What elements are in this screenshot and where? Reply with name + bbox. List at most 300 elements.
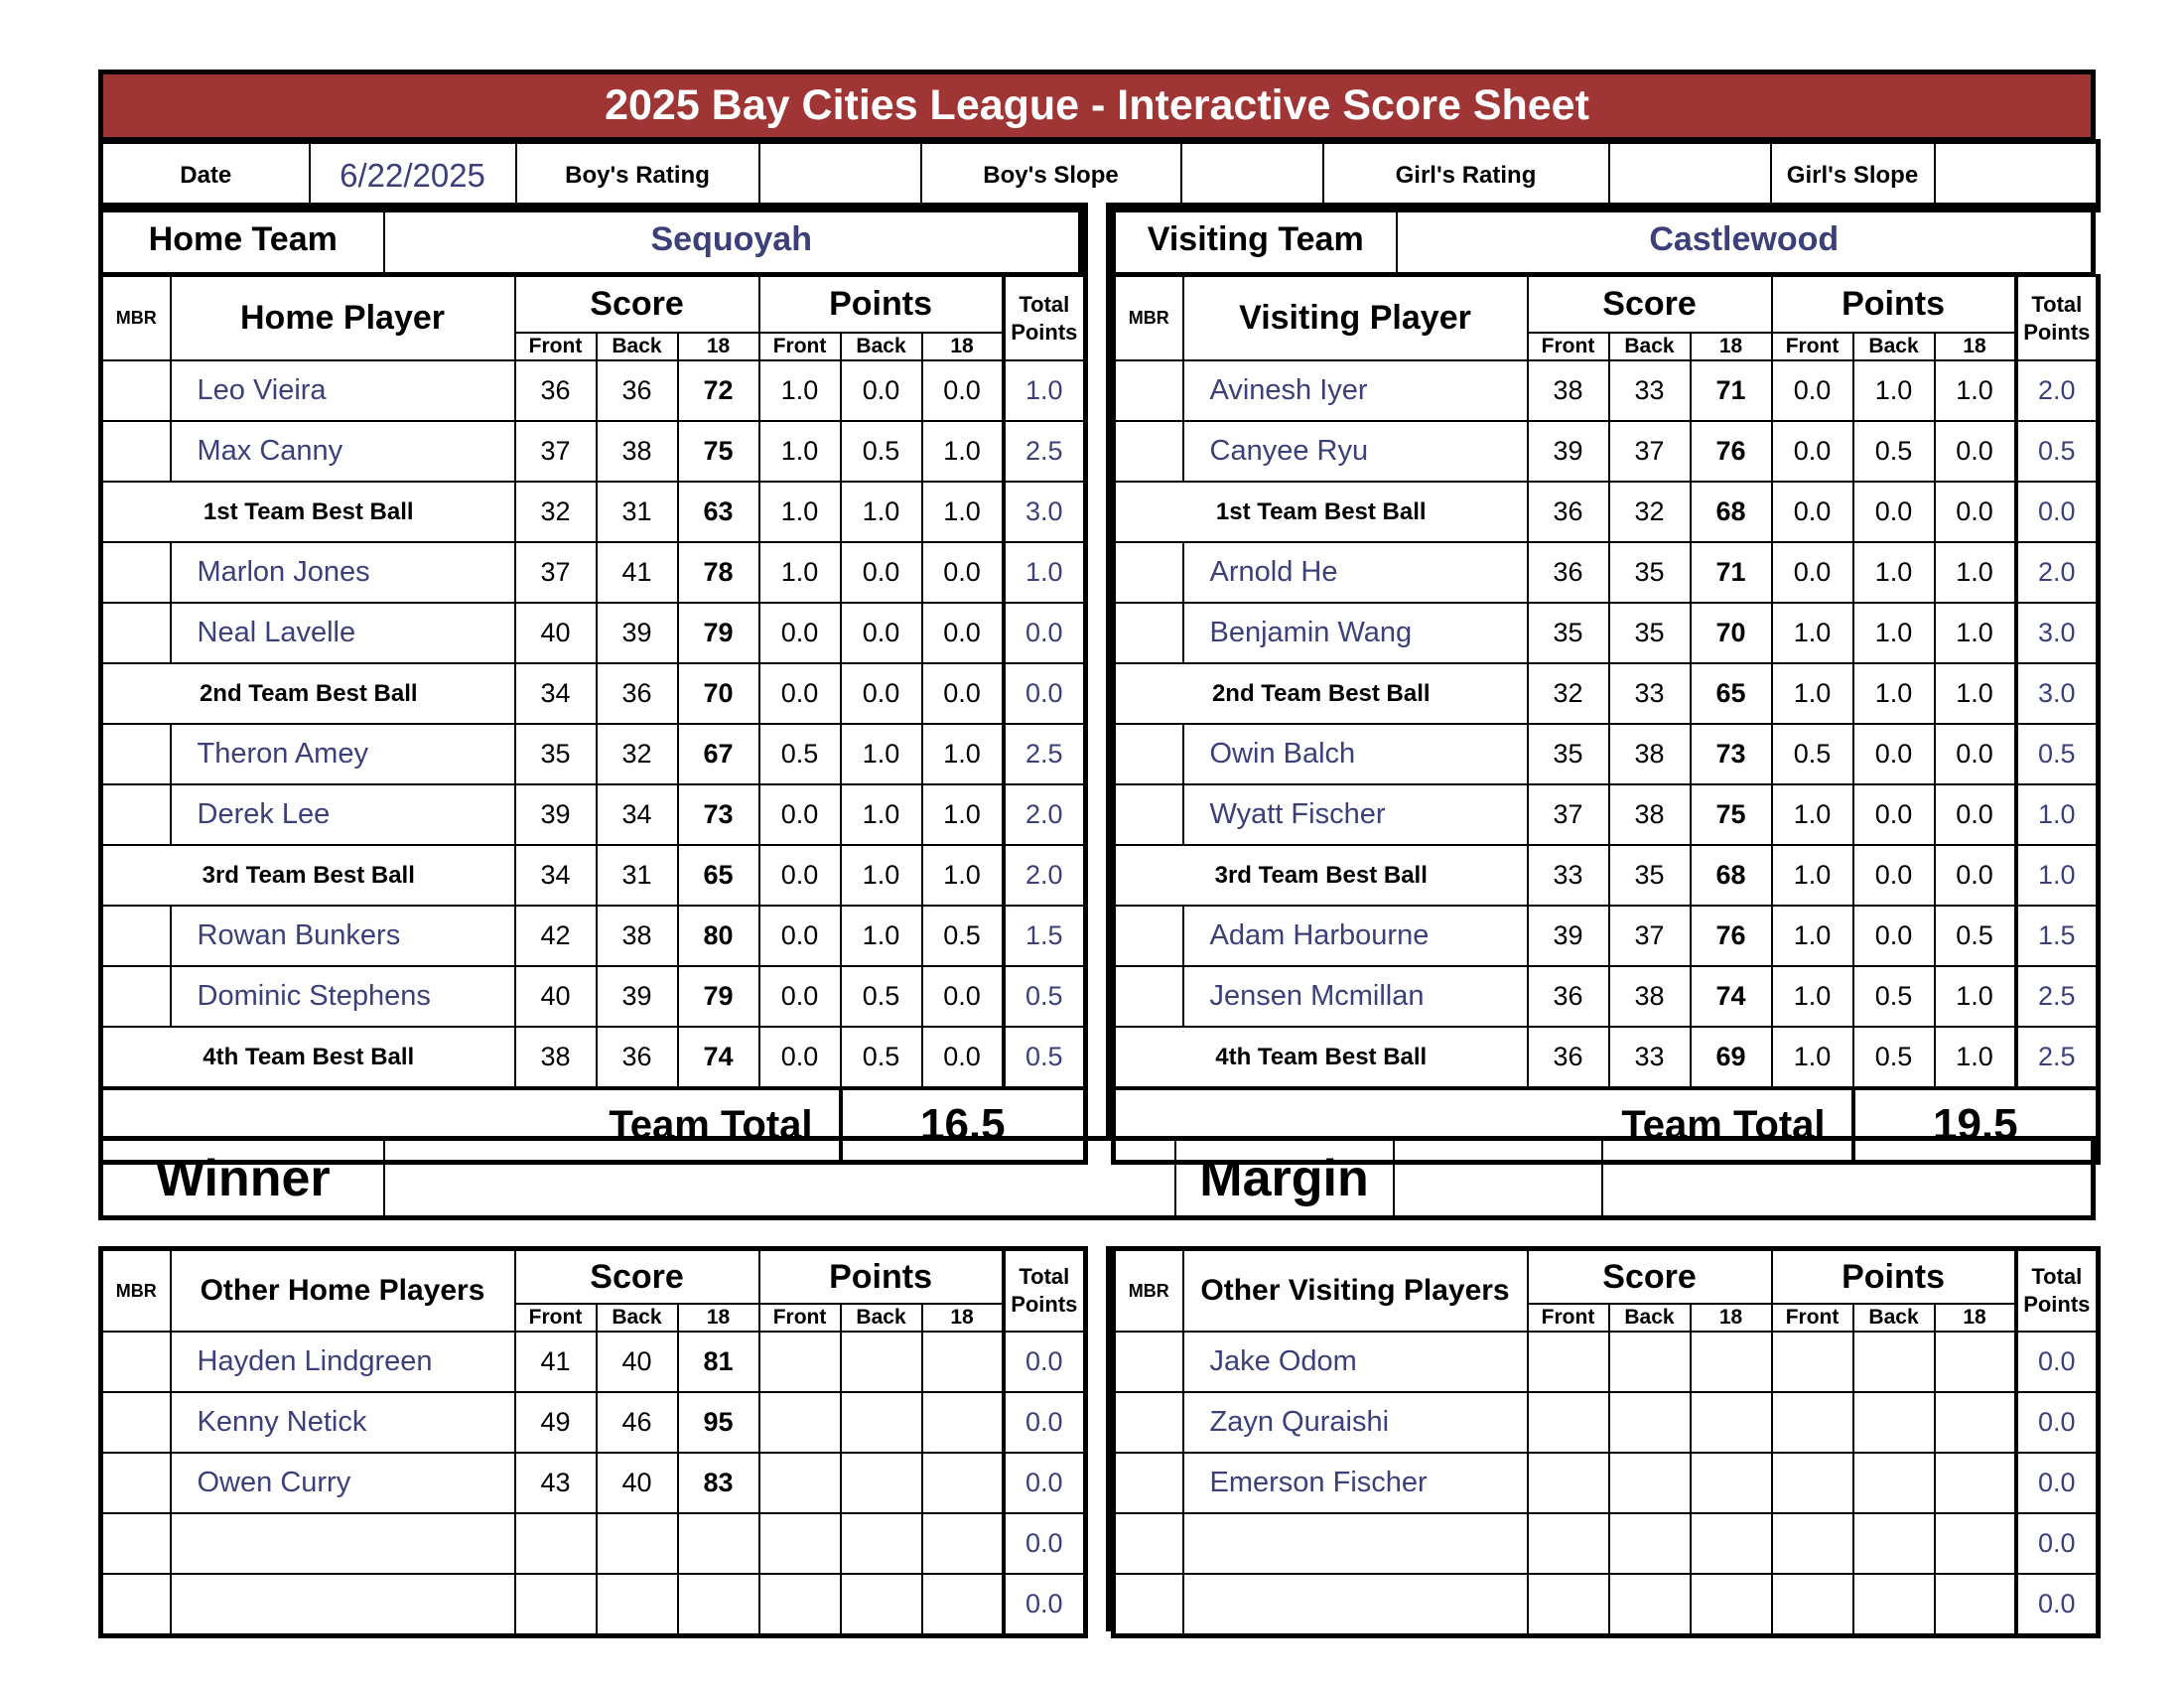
total-points-cell: 0.0 <box>1004 603 1086 663</box>
score-front-cell[interactable]: 40 <box>515 966 597 1027</box>
player-name-cell[interactable]: Kenny Netick <box>171 1392 515 1453</box>
score-18-cell: 72 <box>678 360 759 421</box>
score-back-cell[interactable]: 33 <box>1609 360 1691 421</box>
mbr-cell[interactable] <box>101 421 171 482</box>
player-name-cell[interactable] <box>171 1513 515 1574</box>
points-18-cell <box>922 1332 1004 1392</box>
points-front-cell: 0.0 <box>759 1027 841 1088</box>
points-18-cell <box>1935 1513 2016 1574</box>
mbr-cell[interactable] <box>1114 421 1183 482</box>
score-18-cell: 76 <box>1691 421 1772 482</box>
points-front-cell: 0.0 <box>759 966 841 1027</box>
score-back-cell[interactable] <box>1609 1453 1691 1513</box>
points-back-cell: 0.5 <box>1853 966 1935 1027</box>
player-name-cell[interactable]: Zayn Quraishi <box>1183 1392 1528 1453</box>
player-row <box>101 421 1086 482</box>
player-name-cell[interactable]: Emerson Fischer <box>1183 1453 1528 1513</box>
mbr-cell[interactable] <box>101 724 171 784</box>
points-back-cell <box>841 1574 922 1636</box>
points-18-cell: 0.0 <box>1935 724 2016 784</box>
points-back-cell: 0.5 <box>841 1027 922 1088</box>
score-18-cell <box>1691 1392 1772 1453</box>
score-front-cell[interactable]: 39 <box>515 784 597 845</box>
score-18-header: 18 <box>678 1304 759 1332</box>
total-points-cell: 0.0 <box>2016 1513 2099 1574</box>
winner-label: Winner <box>101 1139 384 1218</box>
score-front-cell[interactable] <box>1528 1574 1609 1636</box>
points-back-cell: 1.0 <box>841 845 922 906</box>
visiting-team-header <box>1111 203 2096 274</box>
score-front-cell[interactable]: 35 <box>1528 724 1609 784</box>
score-back-cell[interactable]: 39 <box>597 603 678 663</box>
mbr-cell[interactable] <box>1114 1513 1183 1574</box>
score-back-cell[interactable]: 31 <box>597 482 678 542</box>
score-front-cell[interactable]: 40 <box>515 603 597 663</box>
score-18-cell: 69 <box>1691 1027 1772 1088</box>
player-name-cell[interactable]: Canyee Ryu <box>1183 421 1528 482</box>
player-name-cell[interactable]: Neal Lavelle <box>171 603 515 663</box>
score-back-header: Back <box>1609 1304 1691 1332</box>
score-18-cell: 79 <box>678 966 759 1027</box>
points-back-cell: 1.0 <box>841 784 922 845</box>
score-front-cell[interactable] <box>515 1513 597 1574</box>
home-score-table <box>98 274 1088 1165</box>
margin-extra-field[interactable] <box>1602 1139 2094 1218</box>
total-points-cell: 1.0 <box>2016 845 2099 906</box>
total-points-cell: 2.0 <box>1004 845 1086 906</box>
mbr-header: MBR <box>1114 1249 1183 1333</box>
player-row <box>1114 603 2099 663</box>
points-18-cell <box>1935 1392 2016 1453</box>
mbr-cell[interactable] <box>1114 1574 1183 1636</box>
mbr-cell[interactable] <box>1114 1332 1183 1392</box>
score-back-cell[interactable]: 36 <box>597 1027 678 1088</box>
score-front-header: Front <box>515 333 597 360</box>
player-row <box>1114 542 2099 603</box>
points-18-cell <box>922 1574 1004 1636</box>
points-front-cell: 0.0 <box>759 663 841 724</box>
score-front-cell[interactable] <box>1528 1392 1609 1453</box>
score-front-cell[interactable]: 38 <box>515 1027 597 1088</box>
score-back-cell[interactable]: 33 <box>1609 663 1691 724</box>
points-back-cell <box>841 1513 922 1574</box>
mbr-cell[interactable] <box>1114 784 1183 845</box>
score-front-cell[interactable] <box>1528 1513 1609 1574</box>
mbr-cell[interactable] <box>1114 360 1183 421</box>
total-points-cell: 0.0 <box>1004 1392 1086 1453</box>
points-18-header: 18 <box>922 333 1004 360</box>
mbr-cell[interactable] <box>1114 1392 1183 1453</box>
player-row <box>101 1574 1086 1636</box>
player-name-cell[interactable]: Jensen Mcmillan <box>1183 966 1528 1027</box>
score-back-cell[interactable] <box>1609 1513 1691 1574</box>
mbr-cell[interactable] <box>101 542 171 603</box>
total-points-cell: 0.0 <box>1004 1453 1086 1513</box>
score-back-cell[interactable]: 38 <box>1609 724 1691 784</box>
player-name-cell[interactable]: Avinesh Iyer <box>1183 360 1528 421</box>
score-back-cell[interactable]: 34 <box>597 784 678 845</box>
visiting-team-name[interactable]: Castlewood <box>1397 206 2094 274</box>
points-back-cell: 0.0 <box>841 663 922 724</box>
player-row <box>1114 724 2099 784</box>
points-back-cell: 1.0 <box>1853 360 1935 421</box>
score-back-cell[interactable]: 31 <box>597 845 678 906</box>
score-header: Score <box>515 276 759 334</box>
score-back-cell[interactable] <box>1609 1574 1691 1636</box>
score-18-header: 18 <box>1691 333 1772 360</box>
score-back-cell[interactable]: 33 <box>1609 1027 1691 1088</box>
mbr-cell[interactable] <box>101 784 171 845</box>
boys-rating-field[interactable] <box>759 142 921 211</box>
best-ball-row <box>101 845 1086 906</box>
player-name-cell[interactable] <box>1183 1513 1528 1574</box>
player-name-cell[interactable]: Adam Harbourne <box>1183 906 1528 966</box>
player-row <box>101 1332 1086 1392</box>
total-points-cell: 3.0 <box>2016 603 2099 663</box>
points-front-header: Front <box>759 1304 841 1332</box>
score-front-cell[interactable] <box>515 1574 597 1636</box>
total-points-cell: 0.5 <box>1004 966 1086 1027</box>
score-back-cell[interactable]: 40 <box>597 1453 678 1513</box>
score-back-cell[interactable]: 40 <box>597 1332 678 1392</box>
score-back-cell[interactable]: 32 <box>597 724 678 784</box>
player-name-cell[interactable]: Marlon Jones <box>171 542 515 603</box>
score-18-header: 18 <box>678 333 759 360</box>
total-points-cell: 0.0 <box>2016 482 2099 542</box>
points-front-cell: 0.0 <box>759 906 841 966</box>
score-front-cell[interactable]: 32 <box>515 482 597 542</box>
player-row <box>1114 1392 2099 1453</box>
points-18-cell: 1.0 <box>1935 360 2016 421</box>
score-18-cell: 70 <box>1691 603 1772 663</box>
points-back-cell <box>1853 1513 1935 1574</box>
total-points-cell: 0.0 <box>1004 663 1086 724</box>
player-name-cell[interactable]: Max Canny <box>171 421 515 482</box>
total-points-cell: 0.0 <box>2016 1574 2099 1636</box>
points-18-cell: 0.0 <box>922 663 1004 724</box>
points-front-cell <box>759 1392 841 1453</box>
score-back-cell[interactable]: 35 <box>1609 603 1691 663</box>
score-front-cell[interactable] <box>1528 1453 1609 1513</box>
player-name-cell[interactable]: Leo Vieira <box>171 360 515 421</box>
player-row <box>101 966 1086 1027</box>
points-back-cell: 0.5 <box>841 421 922 482</box>
total-points-cell: 2.0 <box>2016 542 2099 603</box>
mbr-cell[interactable] <box>101 966 171 1027</box>
points-18-cell: 1.0 <box>922 482 1004 542</box>
score-front-cell[interactable]: 49 <box>515 1392 597 1453</box>
player-name-cell[interactable]: Owin Balch <box>1183 724 1528 784</box>
points-18-cell: 0.0 <box>1935 784 2016 845</box>
points-18-cell: 0.0 <box>922 542 1004 603</box>
points-18-cell <box>922 1392 1004 1453</box>
mbr-cell[interactable] <box>1114 724 1183 784</box>
player-name-cell[interactable]: Owen Curry <box>171 1453 515 1513</box>
score-back-cell[interactable]: 37 <box>1609 906 1691 966</box>
score-18-cell: 68 <box>1691 482 1772 542</box>
total-points-cell: 0.5 <box>1004 1027 1086 1088</box>
score-front-cell[interactable] <box>1528 1332 1609 1392</box>
total-points-header: Total Points <box>2016 276 2099 361</box>
score-back-cell[interactable]: 32 <box>1609 482 1691 542</box>
boys-rating-label: Boy's Rating <box>516 142 759 211</box>
best-ball-label: 4th Team Best Ball <box>1114 1027 1528 1088</box>
score-front-cell[interactable]: 38 <box>1528 360 1609 421</box>
player-name-cell[interactable] <box>1183 1574 1528 1636</box>
score-front-cell[interactable]: 41 <box>515 1332 597 1392</box>
girls-rating-label: Girl's Rating <box>1323 142 1609 211</box>
mbr-cell[interactable] <box>1114 603 1183 663</box>
mbr-cell[interactable] <box>1114 906 1183 966</box>
score-front-cell[interactable]: 36 <box>1528 1027 1609 1088</box>
margin-field[interactable] <box>1394 1139 1602 1218</box>
mbr-cell[interactable] <box>101 1513 171 1574</box>
player-name-cell[interactable]: Dominic Stephens <box>171 966 515 1027</box>
points-18-cell: 0.0 <box>1935 482 2016 542</box>
score-back-cell[interactable]: 38 <box>1609 966 1691 1027</box>
points-18-cell <box>1935 1453 2016 1513</box>
score-header: Score <box>1528 276 1772 334</box>
points-back-cell <box>1853 1392 1935 1453</box>
points-front-cell: 1.0 <box>1772 966 1853 1027</box>
points-back-cell <box>841 1392 922 1453</box>
score-front-cell[interactable]: 36 <box>515 360 597 421</box>
points-back-cell <box>1853 1332 1935 1392</box>
score-18-cell: 74 <box>678 1027 759 1088</box>
player-name-cell[interactable] <box>171 1574 515 1636</box>
score-18-cell: 68 <box>1691 845 1772 906</box>
player-name-cell[interactable]: Rowan Bunkers <box>171 906 515 966</box>
girls-slope-field[interactable] <box>1935 142 2099 211</box>
player-row <box>1114 1574 2099 1636</box>
points-back-cell: 0.0 <box>1853 845 1935 906</box>
boys-slope-label: Boy's Slope <box>921 142 1181 211</box>
score-back-cell[interactable] <box>1609 1392 1691 1453</box>
points-18-cell <box>1935 1332 2016 1392</box>
score-back-cell[interactable]: 38 <box>597 906 678 966</box>
score-back-cell[interactable] <box>597 1513 678 1574</box>
points-18-cell: 0.5 <box>922 906 1004 966</box>
player-name-cell[interactable]: Hayden Lindgreen <box>171 1332 515 1392</box>
points-header: Points <box>759 1249 1004 1305</box>
sheet-title: 2025 Bay Cities League - Interactive Score Sheet <box>98 70 2096 142</box>
points-front-cell <box>1772 1513 1853 1574</box>
points-18-cell <box>922 1453 1004 1513</box>
score-front-cell[interactable]: 34 <box>515 845 597 906</box>
total-points-cell: 3.0 <box>1004 482 1086 542</box>
visiting-score-table <box>1111 274 2101 1165</box>
score-front-cell[interactable]: 39 <box>1528 421 1609 482</box>
points-18-header: 18 <box>1935 333 2016 360</box>
best-ball-label: 1st Team Best Ball <box>101 482 515 542</box>
total-points-cell: 0.0 <box>2016 1392 2099 1453</box>
score-front-cell[interactable]: 43 <box>515 1453 597 1513</box>
points-back-cell: 0.0 <box>1853 784 1935 845</box>
mbr-cell[interactable] <box>101 1392 171 1453</box>
date-field[interactable]: 6/22/2025 <box>310 142 516 211</box>
home-team-name[interactable]: Sequoyah <box>384 206 1081 274</box>
score-front-cell[interactable]: 36 <box>1528 542 1609 603</box>
points-18-cell: 1.0 <box>1935 663 2016 724</box>
total-points-cell: 2.5 <box>2016 1027 2099 1088</box>
score-back-cell[interactable] <box>1609 1332 1691 1392</box>
points-18-cell: 1.0 <box>1935 1027 2016 1088</box>
points-back-cell: 1.0 <box>841 906 922 966</box>
mbr-cell[interactable] <box>1114 1453 1183 1513</box>
mbr-cell[interactable] <box>101 360 171 421</box>
score-front-header: Front <box>1528 1304 1609 1332</box>
best-ball-label: 2nd Team Best Ball <box>101 663 515 724</box>
score-back-cell[interactable]: 38 <box>597 421 678 482</box>
mbr-cell[interactable] <box>101 1453 171 1513</box>
score-front-cell[interactable]: 33 <box>1528 845 1609 906</box>
points-back-cell <box>841 1453 922 1513</box>
points-front-cell: 1.0 <box>759 542 841 603</box>
total-points-cell: 2.0 <box>1004 784 1086 845</box>
score-front-cell[interactable]: 37 <box>1528 784 1609 845</box>
score-front-cell[interactable]: 37 <box>515 542 597 603</box>
score-back-header: Back <box>597 333 678 360</box>
score-back-header: Back <box>597 1304 678 1332</box>
points-front-cell: 1.0 <box>1772 784 1853 845</box>
points-back-cell: 1.0 <box>841 724 922 784</box>
player-row <box>101 542 1086 603</box>
points-front-cell: 1.0 <box>759 360 841 421</box>
winner-field[interactable] <box>384 1139 1175 1218</box>
score-front-cell[interactable]: 35 <box>1528 603 1609 663</box>
other-visiting-header: Other Visiting Players <box>1183 1249 1528 1333</box>
match-info-table <box>98 139 2101 212</box>
score-front-header: Front <box>515 1304 597 1332</box>
points-back-cell: 0.0 <box>841 542 922 603</box>
points-18-cell: 0.0 <box>1935 421 2016 482</box>
boys-slope-field[interactable] <box>1181 142 1323 211</box>
score-18-cell: 63 <box>678 482 759 542</box>
mbr-cell[interactable] <box>1114 966 1183 1027</box>
score-back-cell[interactable] <box>597 1574 678 1636</box>
mbr-cell[interactable] <box>1114 542 1183 603</box>
player-name-cell[interactable]: Wyatt Fischer <box>1183 784 1528 845</box>
points-front-cell: 0.0 <box>759 784 841 845</box>
total-points-cell: 0.0 <box>1004 1332 1086 1392</box>
points-front-cell: 1.0 <box>759 421 841 482</box>
points-front-cell: 0.0 <box>1772 482 1853 542</box>
score-front-cell[interactable]: 42 <box>515 906 597 966</box>
girls-rating-field[interactable] <box>1609 142 1771 211</box>
total-points-cell: 1.0 <box>2016 784 2099 845</box>
points-18-cell: 1.0 <box>922 421 1004 482</box>
player-name-cell[interactable]: Theron Amey <box>171 724 515 784</box>
total-points-header: Total Points <box>2016 1249 2099 1333</box>
result-table <box>98 1136 2096 1220</box>
points-18-cell: 0.0 <box>922 966 1004 1027</box>
score-18-cell: 71 <box>1691 360 1772 421</box>
score-18-cell: 79 <box>678 603 759 663</box>
date-label: Date <box>101 142 310 211</box>
score-18-cell: 80 <box>678 906 759 966</box>
score-18-header: 18 <box>1691 1304 1772 1332</box>
player-name-cell[interactable]: Jake Odom <box>1183 1332 1528 1392</box>
points-back-cell: 1.0 <box>1853 663 1935 724</box>
score-back-cell[interactable]: 46 <box>597 1392 678 1453</box>
points-header: Points <box>1772 276 2016 334</box>
mbr-header: MBR <box>1114 276 1183 361</box>
mbr-cell[interactable] <box>101 1332 171 1392</box>
score-back-cell[interactable]: 39 <box>597 966 678 1027</box>
points-back-cell <box>1853 1574 1935 1636</box>
score-back-cell[interactable]: 36 <box>597 360 678 421</box>
total-points-cell: 0.0 <box>2016 1453 2099 1513</box>
points-back-cell: 0.5 <box>1853 1027 1935 1088</box>
score-18-cell: 78 <box>678 542 759 603</box>
total-points-cell: 1.5 <box>1004 906 1086 966</box>
score-18-cell: 67 <box>678 724 759 784</box>
score-front-cell[interactable]: 34 <box>515 663 597 724</box>
other-visiting-table <box>1111 1246 2101 1638</box>
points-back-cell: 0.5 <box>841 966 922 1027</box>
score-front-cell[interactable]: 36 <box>1528 966 1609 1027</box>
player-row <box>1114 906 2099 966</box>
total-points-cell: 0.5 <box>2016 724 2099 784</box>
home-team-total-label: Team Total <box>101 1088 841 1163</box>
points-front-header: Front <box>1772 333 1853 360</box>
points-back-cell: 0.0 <box>1853 482 1935 542</box>
score-18-cell: 65 <box>1691 663 1772 724</box>
player-name-cell[interactable]: Derek Lee <box>171 784 515 845</box>
score-front-cell[interactable]: 37 <box>515 421 597 482</box>
score-front-cell[interactable]: 32 <box>1528 663 1609 724</box>
best-ball-row <box>101 482 1086 542</box>
team-divider <box>1083 203 1111 1139</box>
visiting-player-header: Visiting Player <box>1183 276 1528 361</box>
player-row <box>1114 1513 2099 1574</box>
other-home-table <box>98 1246 1088 1638</box>
score-front-cell[interactable]: 35 <box>515 724 597 784</box>
total-points-cell: 2.0 <box>2016 360 2099 421</box>
score-back-cell[interactable]: 36 <box>597 663 678 724</box>
points-front-cell: 1.0 <box>759 482 841 542</box>
score-18-cell: 95 <box>678 1392 759 1453</box>
total-points-header: Total Points <box>1004 276 1086 361</box>
player-row <box>101 1513 1086 1574</box>
points-front-cell: 1.0 <box>1772 845 1853 906</box>
score-back-cell[interactable]: 41 <box>597 542 678 603</box>
score-back-cell[interactable]: 37 <box>1609 421 1691 482</box>
score-back-cell[interactable]: 35 <box>1609 542 1691 603</box>
score-back-cell[interactable]: 38 <box>1609 784 1691 845</box>
score-front-cell[interactable]: 36 <box>1528 482 1609 542</box>
score-18-cell <box>678 1513 759 1574</box>
points-18-cell: 1.0 <box>922 784 1004 845</box>
mbr-cell[interactable] <box>101 906 171 966</box>
points-18-header: 18 <box>922 1304 1004 1332</box>
score-front-cell[interactable]: 39 <box>1528 906 1609 966</box>
total-points-cell: 2.5 <box>1004 421 1086 482</box>
player-row <box>101 784 1086 845</box>
player-name-cell[interactable]: Arnold He <box>1183 542 1528 603</box>
mbr-cell[interactable] <box>101 603 171 663</box>
score-18-cell: 75 <box>1691 784 1772 845</box>
points-18-cell: 1.0 <box>922 724 1004 784</box>
points-18-cell: 1.0 <box>922 845 1004 906</box>
best-ball-label: 3rd Team Best Ball <box>1114 845 1528 906</box>
mbr-cell[interactable] <box>101 1574 171 1636</box>
player-row <box>1114 966 2099 1027</box>
player-name-cell[interactable]: Benjamin Wang <box>1183 603 1528 663</box>
score-back-cell[interactable]: 35 <box>1609 845 1691 906</box>
visiting-team-total-label: Team Total <box>1114 1088 1853 1163</box>
girls-slope-label: Girl's Slope <box>1771 142 1935 211</box>
